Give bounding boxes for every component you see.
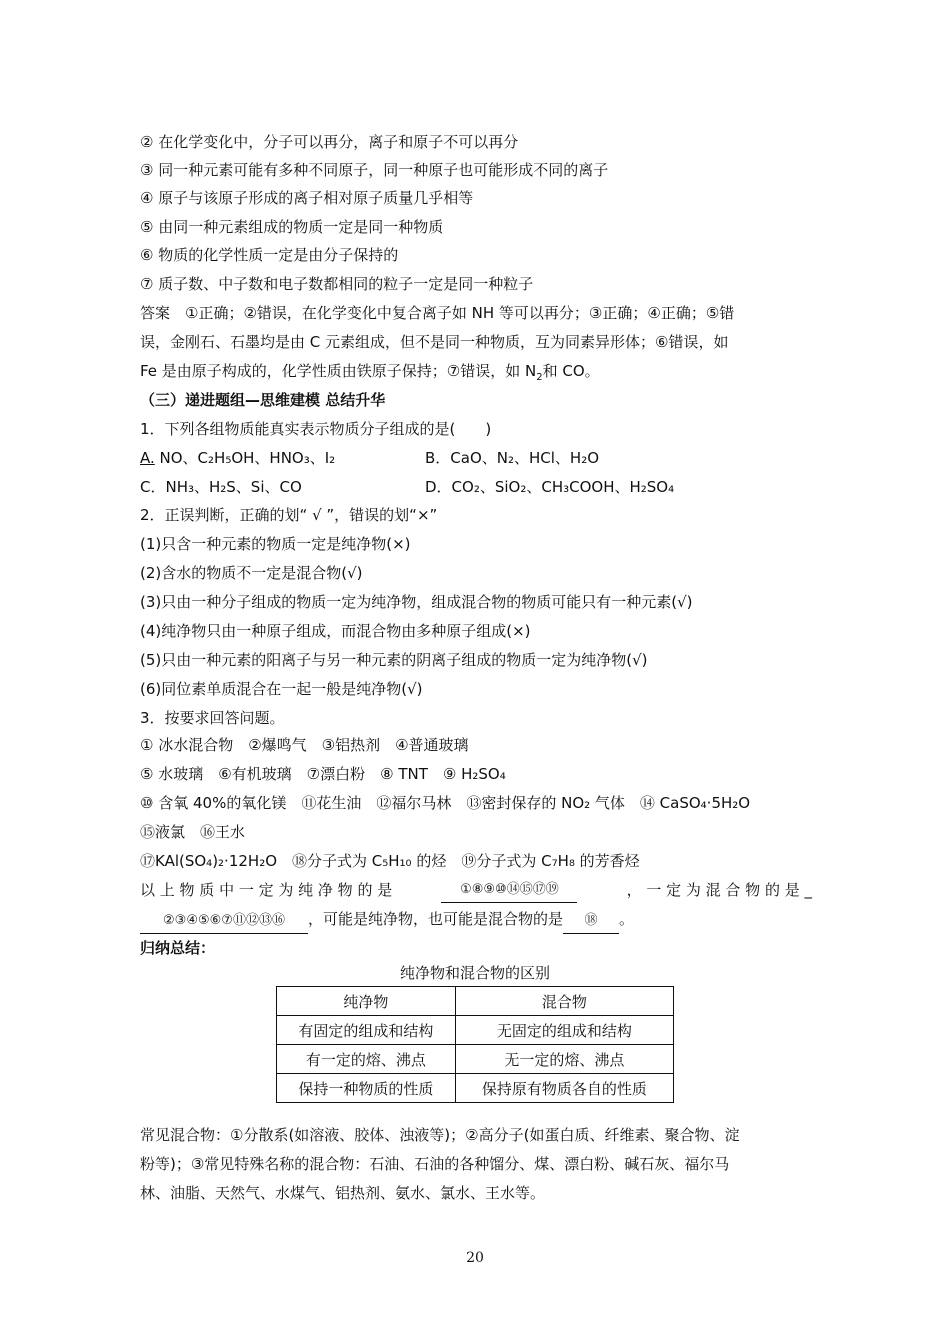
q1-stem: 1．下列各组物质能真实表示物质分子组成的是( ): [140, 420, 492, 438]
table-header-mixture: 混合物: [455, 987, 673, 1016]
q3-fill-mid: ， 一 定 为 混 合 物 的 是 _: [626, 881, 812, 899]
q3-fill-line-2: [140, 907, 812, 934]
table-cell: 无固定的组成和结构: [455, 1016, 673, 1045]
answer-line-3-sub: 2: [536, 372, 543, 383]
summary-label: 归纳总结：: [140, 939, 216, 957]
section-title: （三）递进题组—思维建模 总结升华: [140, 391, 386, 409]
q2-item-3: (3)只由一种分子组成的物质一定为纯净物，组成混合物的物质可能只有一种元素(√): [140, 593, 693, 611]
q3-answer-pure: ①⑧⑨⑩⑭⑮⑰⑲: [441, 878, 577, 903]
q2-item-6: (6)同位素单质混合在一起一般是纯净物(√): [140, 680, 423, 698]
table-cell: 有固定的组成和结构: [277, 1016, 456, 1045]
q3-fill-prefix: 以 上 物 质 中 一 定 为 纯 净 物 的 是: [140, 881, 393, 899]
q1-option-c: C．NH₃、H₂S、Si、CO: [140, 478, 302, 496]
q3-row-4: ⑮液氯 ⑯王水: [140, 823, 246, 841]
statement-6: ⑥ 物质的化学性质一定是由分子保持的: [140, 246, 399, 264]
q1-option-a: NO、C₂H₅OH、HNO₃、I₂: [154, 449, 336, 467]
q2-item-4: (4)纯净物只由一种原子组成，而混合物由多种原子组成(×): [140, 622, 531, 640]
table-cell: 无一定的熔、沸点: [455, 1045, 673, 1074]
table-cell: 有一定的熔、沸点: [277, 1045, 456, 1074]
q1-options-ab: [140, 446, 812, 470]
answer-line-3: [140, 359, 812, 390]
statement-5: ⑤ 由同一种元素组成的物质一定是同一种物质: [140, 218, 444, 236]
statement-3: ③ 同一种元素可能有多种不同原子，同一种原子也可能形成不同的离子: [140, 161, 609, 179]
q3-fill-end: 。: [619, 910, 635, 928]
table-header-row: [277, 987, 674, 1016]
q3-row-5: ⑰KAl(SO₄)₂·12H₂O ⑱分子式为 C₅H₁₀ 的烃 ⑲分子式为 C₇H₈ 的芳香烃: [140, 852, 640, 870]
statement-4: ④ 原子与该原子形成的离子相对原子质量几乎相等: [140, 189, 474, 207]
q3-row-2: ⑤ 水玻璃 ⑥有机玻璃 ⑦漂白粉 ⑧ TNT ⑨ H₂SO₄: [140, 765, 506, 783]
table-header-pure: 纯净物: [277, 987, 456, 1016]
q2-item-1: (1)只含一种元素的物质一定是纯净物(×): [140, 535, 411, 553]
q1-option-a-mark: A.: [140, 449, 155, 467]
common-mixtures-line-3: 林、油脂、天然气、水煤气、铝热剂、氨水、氯水、王水等。: [140, 1184, 546, 1202]
table-row: [277, 1074, 674, 1103]
q3-answer-either: ⑱: [563, 909, 619, 934]
table-cell: 保持原有物质各自的性质: [455, 1074, 673, 1103]
answer-line-3-b: 和 CO。: [542, 362, 600, 380]
q2-item-5: (5)只由一种元素的阳离子与另一种元素的阴离子组成的物质一定为纯净物(√): [140, 651, 648, 669]
table-caption: 纯净物和混合物的区别: [399, 964, 550, 982]
q3-row-1: ① 冰水混合物 ②爆鸣气 ③铝热剂 ④普通玻璃: [140, 736, 469, 754]
comparison-table: [276, 986, 674, 1103]
q3-answer-mixture: ②③④⑤⑥⑦⑪⑫⑬⑯: [140, 909, 308, 934]
answer-line-2: 误，金刚石、石墨均是由 C 元素组成，但不是同一种物质，互为同素异形体；⑥错误，如: [140, 333, 729, 351]
table-cell: 保持一种物质的性质: [277, 1074, 456, 1103]
q1-options-cd: [140, 475, 812, 499]
table-row: [277, 1016, 674, 1045]
page-number: 20: [466, 1250, 484, 1266]
q1-option-d: D．CO₂、SiO₂、CH₃COOH、H₂SO₄: [425, 478, 675, 496]
statement-2: ② 在化学变化中，分子可以再分，离子和原子不可以再分: [140, 133, 519, 151]
common-mixtures-line-1: 常见混合物：①分散系(如溶液、胶体、浊液等)；②高分子(如蛋白质、纤维素、聚合物、淀: [140, 1126, 740, 1144]
common-mixtures-line-2: 粉等)；③常见特殊名称的混合物：石油、石油的各种馏分、煤、漂白粉、碱石灰、福尔马: [140, 1155, 730, 1173]
answer-line-3-a: Fe 是由原子构成的，化学性质由铁原子保持；⑦错误，如 N: [140, 362, 537, 380]
q3-fill-line-1: [140, 878, 812, 903]
answer-line-1: 答案 ①正确；②错误，在化学变化中复合离子如 NH 等可以再分；③正确；④正确；⑤错: [140, 304, 735, 322]
q3-fill-mid2: ，可能是纯净物，也可能是混合物的是: [308, 910, 564, 928]
table-row: [277, 1045, 674, 1074]
q3-stem: 3．按要求回答问题。: [140, 709, 285, 727]
q2-item-2: (2)含水的物质不一定是混合物(√): [140, 564, 363, 582]
q2-stem: 2．正误判断，正确的划“ √ ”，错误的划“×”: [140, 506, 438, 524]
statement-7: ⑦ 质子数、中子数和电子数都相同的粒子一定是同一种粒子: [140, 275, 534, 293]
q1-option-b: B．CaO、N₂、HCl、H₂O: [425, 449, 600, 467]
q3-row-3: ⑩ 含氧 40%的氧化镁 ⑪花生油 ⑫福尔马林 ⑬密封保存的 NO₂ 气体 ⑭ CaSO₄·5H₂O: [140, 794, 751, 812]
